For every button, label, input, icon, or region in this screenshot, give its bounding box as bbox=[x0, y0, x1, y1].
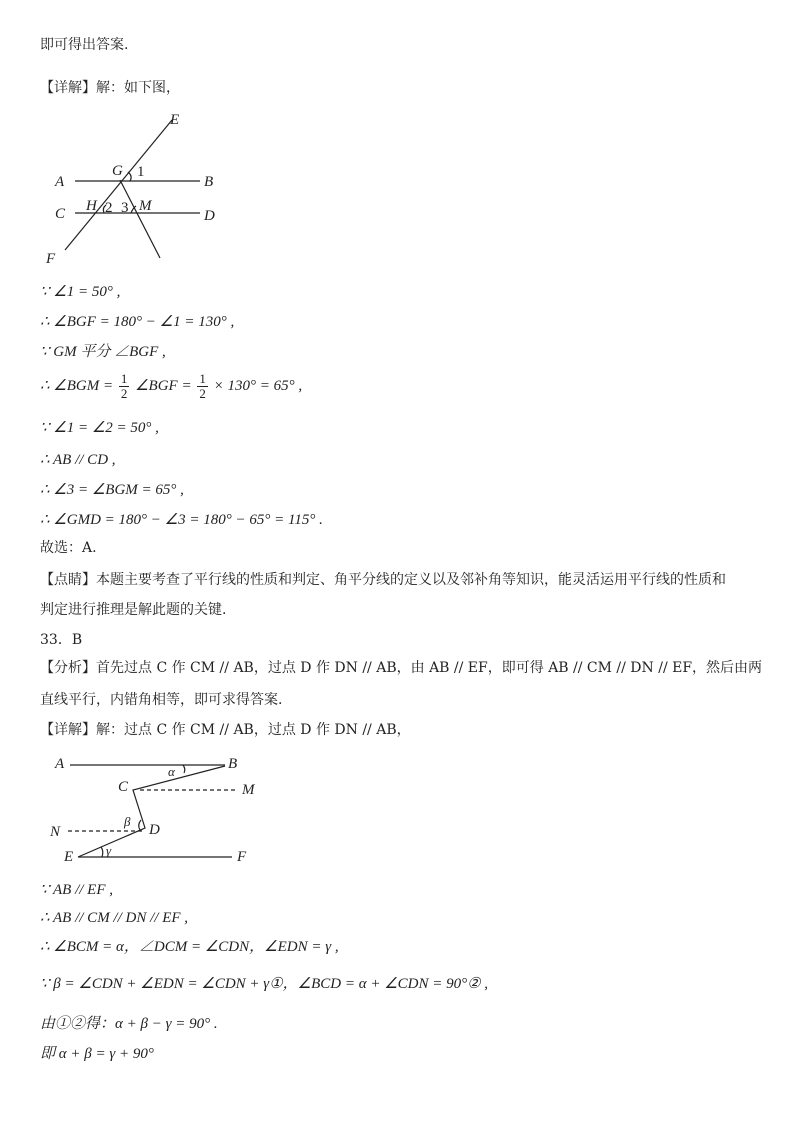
label-B: B bbox=[204, 174, 214, 190]
label-gamma: γ bbox=[106, 843, 112, 858]
step-part: × 130° = 65° , bbox=[213, 377, 303, 394]
label-A: A bbox=[55, 174, 65, 190]
label-D: D bbox=[149, 822, 160, 838]
step: ∵ β = ∠CDN + ∠EDN = ∠CDN + γ①，∠BCD = α + ∠CDN = 90°② , bbox=[40, 976, 489, 992]
label-E: E bbox=[170, 112, 180, 128]
fraction bbox=[197, 372, 208, 401]
step: ∴ ∠BCM = α，∠DCM = ∠CDN，∠EDN = γ , bbox=[40, 939, 339, 955]
comment-line: 【点睛】本题主要考查了平行线的性质和判定、角平分线的定义以及邻补角等知识，能灵活运用平行线的性质和 bbox=[40, 572, 726, 588]
detail-heading: 【详解】解：过点 C 作 CM // AB，过点 D 作 DN // AB， bbox=[40, 722, 411, 738]
step: ∵ GM 平分 ∠BGF , bbox=[40, 344, 166, 360]
label-M: M bbox=[139, 198, 152, 214]
figure-parallel-lines-1 bbox=[0, 105, 260, 270]
detail-heading: 【详解】解：如下图， bbox=[40, 80, 180, 96]
step: ∴ ∠BGF = 180° − ∠1 = 130° , bbox=[40, 314, 235, 330]
numerator: 1 bbox=[199, 371, 206, 386]
label-F: F bbox=[237, 849, 247, 865]
label-C: C bbox=[55, 206, 66, 222]
label-alpha: α bbox=[168, 764, 175, 779]
text-line: 即可得出答案. bbox=[40, 37, 129, 53]
denominator: 2 bbox=[199, 386, 206, 401]
step: ∴ ∠GMD = 180° − ∠3 = 180° − 65° = 115° . bbox=[40, 512, 323, 528]
fraction bbox=[119, 372, 130, 401]
analysis-line: 【分析】首先过点 C 作 CM // AB，过点 D 作 DN // AB，由 AB // EF，即可得 AB // CM // DN // EF，然后由两 bbox=[40, 660, 763, 676]
label-N: N bbox=[50, 824, 61, 840]
label-B: B bbox=[228, 756, 238, 772]
step: ∵ ∠1 = ∠2 = 50° , bbox=[40, 420, 159, 436]
comment-line: 判定进行推理是解此题的关键. bbox=[40, 602, 227, 618]
step: ∴ AB // CM // DN // EF , bbox=[40, 910, 189, 926]
step: 由①②得：α + β − γ = 90° . bbox=[40, 1016, 218, 1032]
denominator: 2 bbox=[120, 386, 128, 401]
label-C: C bbox=[118, 779, 129, 795]
step: ∴ ∠3 = ∠BGM = 65° , bbox=[40, 482, 184, 498]
step: ∵ AB // EF , bbox=[40, 882, 114, 898]
label-angle-1: 1 bbox=[137, 164, 145, 180]
step: ∴ AB // CD , bbox=[40, 452, 116, 468]
step: ∵ ∠1 = 50° , bbox=[40, 284, 121, 300]
figure-zigzag-parallel bbox=[0, 745, 270, 870]
label-D: D bbox=[204, 208, 215, 224]
label-beta: β bbox=[124, 814, 131, 829]
label-H: H bbox=[86, 198, 97, 214]
numerator: 1 bbox=[120, 371, 128, 386]
step-part: ∴ ∠BGM = bbox=[40, 377, 114, 394]
step-part: ∠BGF = bbox=[135, 377, 192, 394]
label-A: A bbox=[55, 756, 65, 772]
label-E: E bbox=[64, 849, 74, 865]
label-angle-2: 2 bbox=[105, 200, 113, 216]
label-M: M bbox=[242, 782, 255, 798]
step: 即 α + β = γ + 90° bbox=[40, 1046, 154, 1062]
label-F: F bbox=[46, 251, 56, 267]
label-G: G bbox=[112, 163, 123, 179]
step-fraction bbox=[40, 372, 302, 401]
analysis-line: 直线平行，内错角相等，即可求得答案. bbox=[40, 692, 283, 708]
answer-choice: 故选：A. bbox=[40, 540, 97, 556]
label-angle-3: 3 bbox=[121, 200, 129, 216]
question-number: 33．B bbox=[40, 632, 83, 648]
